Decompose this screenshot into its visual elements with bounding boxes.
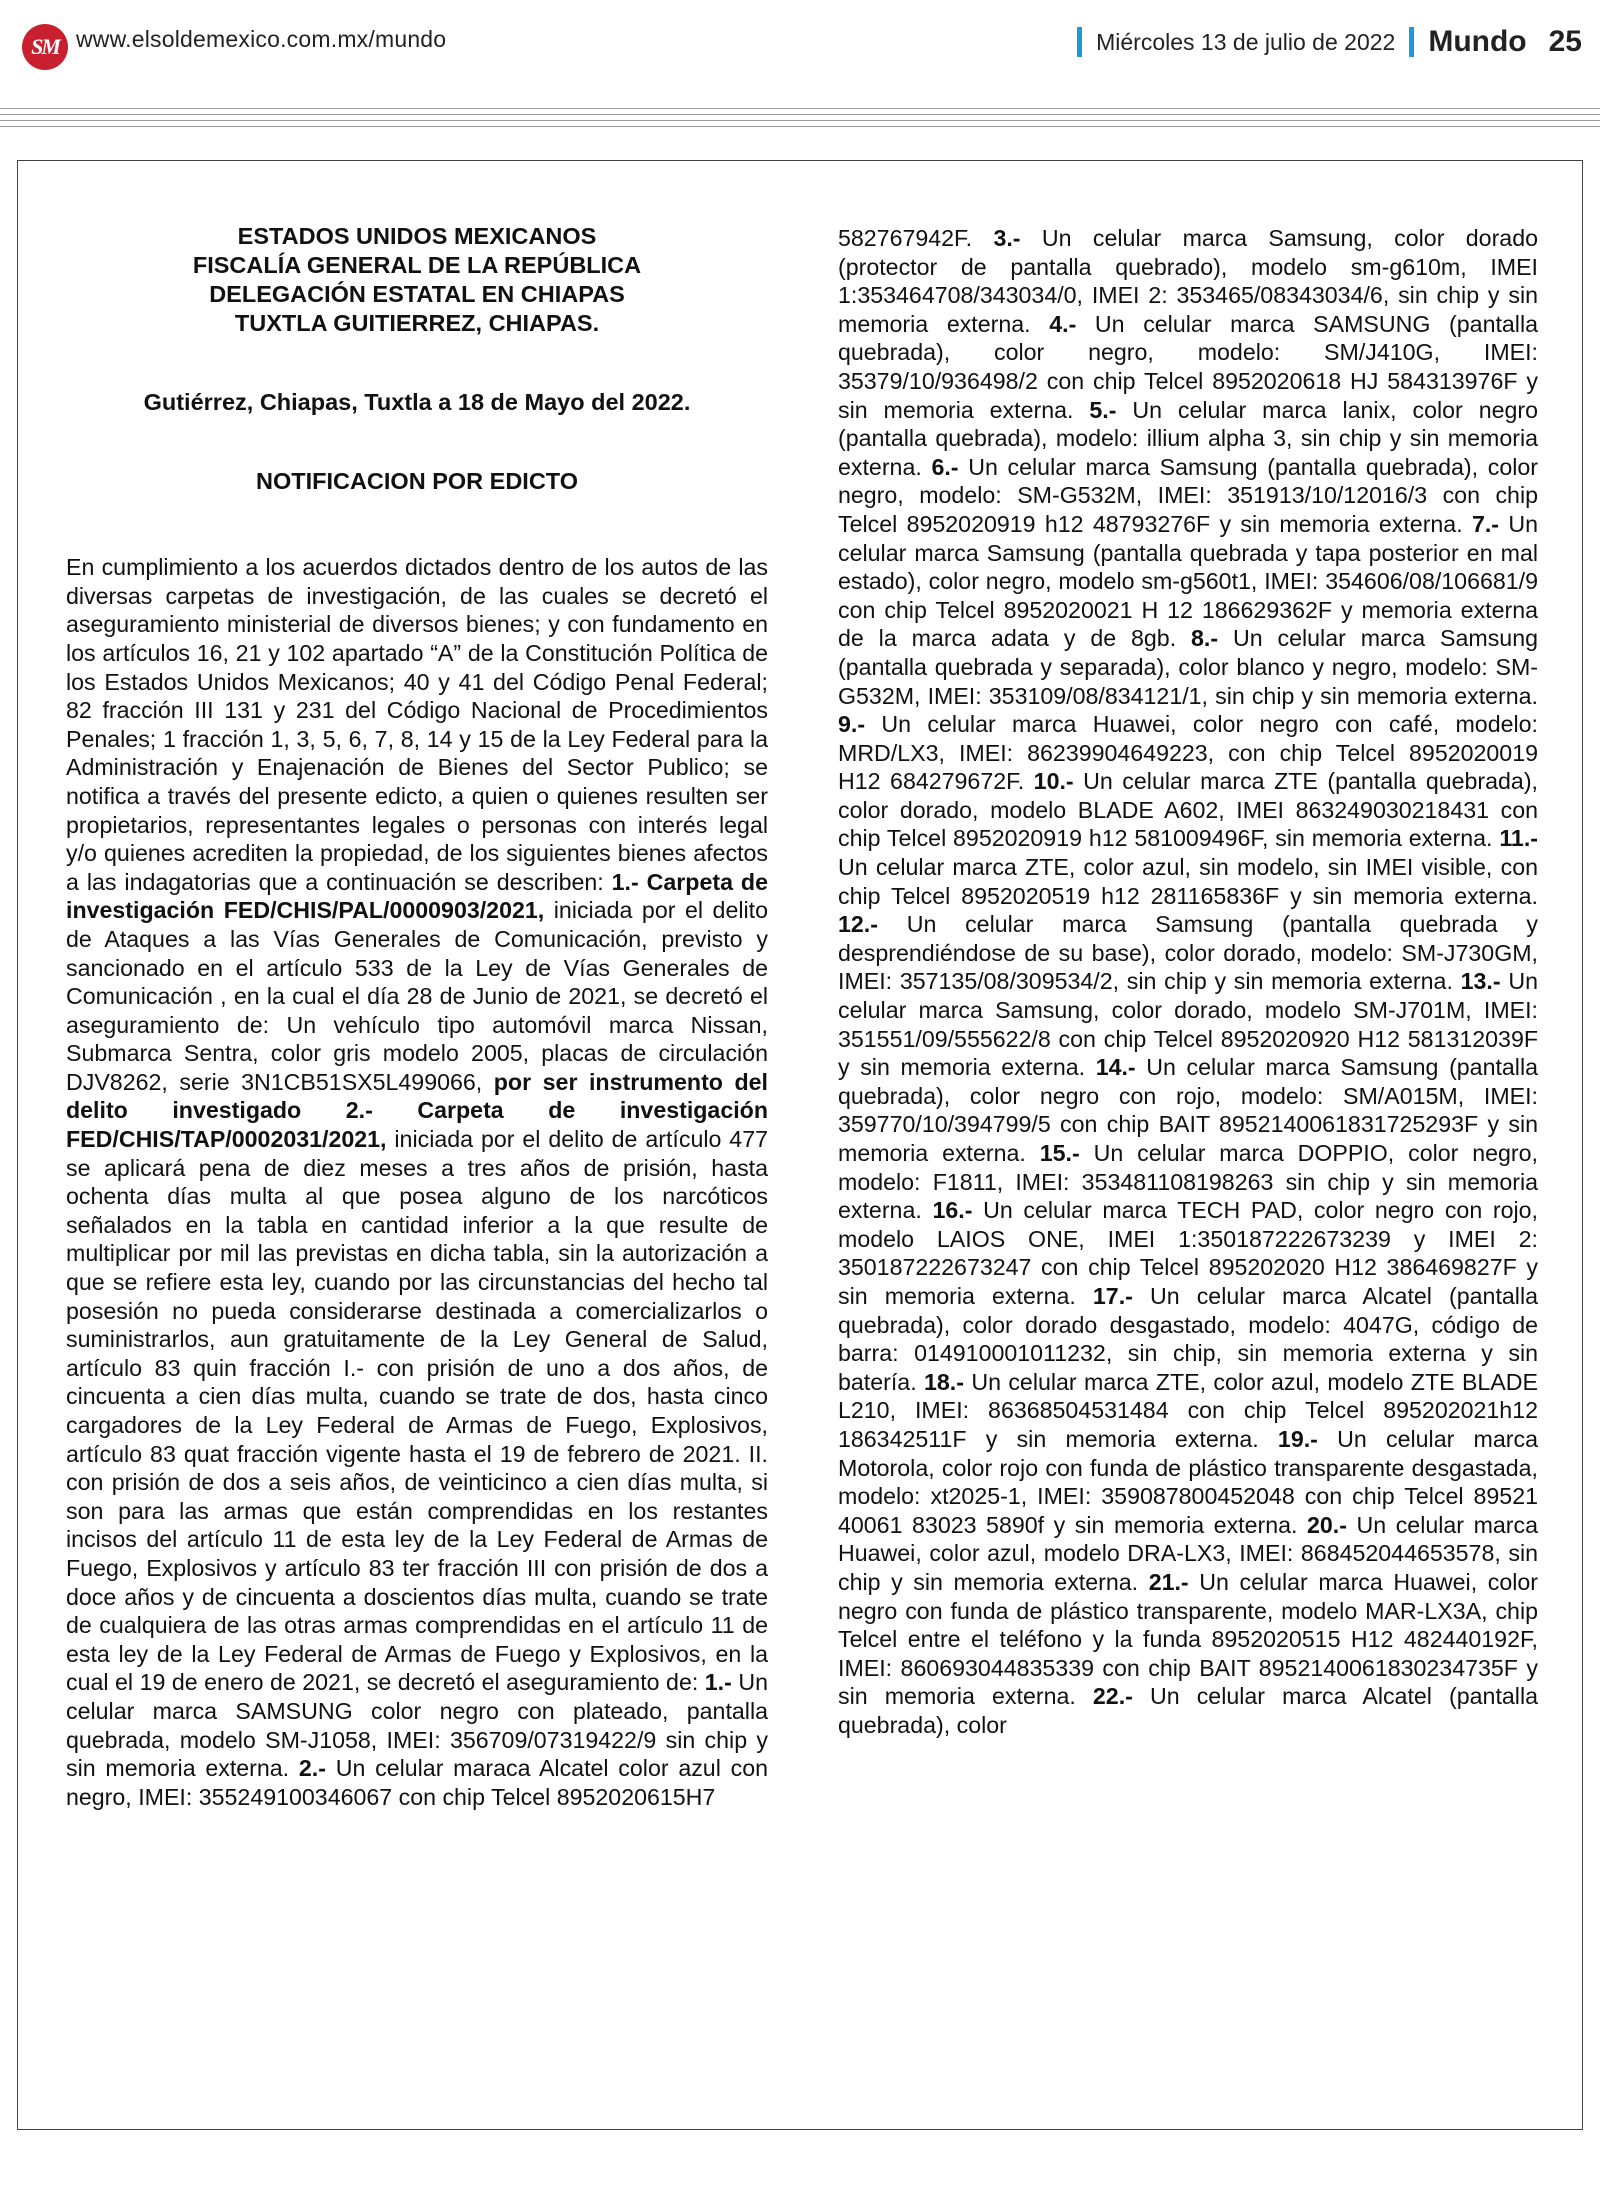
bold-segment: 5.- — [1089, 396, 1117, 423]
bold-segment: 12.- — [838, 911, 878, 938]
site-url[interactable]: www.elsoldemexico.com.mx/mundo — [76, 26, 447, 52]
left-column-body — [66, 553, 768, 1811]
masthead — [0, 0, 1600, 80]
heading-line: DELEGACIÓN ESTATAL EN CHIAPAS — [209, 281, 625, 307]
bold-segment: 7.- — [1471, 510, 1500, 537]
bold-segment: 19.- — [1277, 1425, 1318, 1452]
text-segment: Un celular marca TECH PAD, color negro con rojo, modelo LAIOS ONE, IMEI 1:350187222673239 y IMEI 2: 350187222673247 con chip Telcel 895202020 H12 386469827F y sin memoria externa. — [838, 1197, 1538, 1309]
bold-segment: 1.- — [704, 1669, 732, 1696]
bold-segment: 15.- — [1039, 1140, 1080, 1166]
bold-segment: 10.- — [1033, 768, 1074, 795]
text-segment: Un celular marca SAMSUNG (pantalla quebrada), color negro, modelo: SM/J410G, IMEI: 35379/10/936498/2 con chip Telcel 8952020618 HJ 584313976F y sin memoria externa. — [838, 310, 1538, 423]
text-segment: Un celular marca ZTE, color azul, modelo ZTE BLADE L210, IMEI: 86368504531484 con chip Telcel 895202021h12 186342511F y sin memoria externa. — [838, 1368, 1538, 1452]
text-segment: 582767942F. — [838, 225, 994, 251]
bold-segment: 1.- Carpeta de investigación FED/CHIS/PAL/0000903/2021, — [66, 868, 768, 924]
text-segment: Un celular marca Samsung, color dorado (protector de pantalla quebrado), modelo sm-g610m, IMEI 1:353464708/343034/0, IMEI 2: 353465/08343034/6, sin chip y sin memoria externa. — [838, 225, 1538, 337]
header-rules — [0, 108, 1600, 132]
text-segment: Un celular marca Samsung (pantalla quebrada y separada), color blanco y negro, modelo: SM-G532M, IMEI: 353109/08/834121/1, sin chip y sin memoria externa. — [838, 625, 1538, 709]
bold-segment: 13.- — [1460, 968, 1501, 995]
newspaper-logo[interactable]: SM — [22, 24, 68, 70]
text-segment: Un celular marca lanix, color negro (pantalla quebrada), modelo: illium alpha 3, sin chip y sin memoria externa. — [838, 396, 1538, 480]
text-segment: Un celular marca Samsung, color dorado, modelo SM-J701M, IMEI: 351551/09/555622/8 con chip Telcel 8952020920 H12 581312039F y sin memoria externa. — [838, 968, 1538, 1081]
text-segment: iniciada por el delito de artículo 477 se aplicará pena de diez meses a tres años de prisión, hasta ochenta días multa al que posea alguno de los narcóticos señalados en la tabla en cantidad inferior a la que resulte de multiplicar por mil las previstas en dicha tabla, sin la autorización a que se refiere esta ley, cuando por las circunstancias del hecho tal posesión no pueda considerarse destinada a comercializarlos o suministrarlos, aun gratuitamente de la Ley General de Salud, artículo 83 quin fracción I.- con prisión de uno a dos años, de cincuenta a cien días multa, cuando se trate de dos, hasta cinco cargadores de la Ley Federal de Armas de Fuego, Explosivos, artículo 83 quat fracción vigente hasta el 19 de febrero de 2021. II. con prisión de dos a seis años, de veinticinco a cien días multa, si son para las armas que están comprendidas en los restantes incisos del artículo 11 de esta ley de la Ley Federal de Armas de Fuego, Explosivos y artículo 83 ter fracción III con prisión de dos a doce años y de cincuenta a doscientos días multa, cuando se trate de cualquiera de las otras armas comprendidas en el artículo 11 de esta ley de la Ley Federal de Armas de Fuego y Explosivos, en la cual el 19 de enero de 2021, se decretó el aseguramiento de: — [66, 1126, 768, 1696]
bold-segment: 14.- — [1095, 1054, 1136, 1081]
notice-left-column — [66, 222, 768, 1811]
text-segment: Un celular maraca Alcatel color azul con negro, IMEI: 355249100346067 con chip Telcel 8952020615H7 — [66, 1755, 768, 1810]
page-number: 25 — [1548, 25, 1582, 58]
text-segment: Un celular marca Huawei, color negro con café, modelo: MRD/LX3, IMEI: 86239904649223, con chip Telcel 8952020019 H12 684279672F. — [838, 711, 1538, 795]
bold-segment: 4.- — [1049, 310, 1077, 337]
text-segment: Un celular marca DOPPIO, color negro, modelo: F1811, IMEI: 353481108198263 sin chip y sin memoria externa. — [838, 1140, 1538, 1224]
notice-title: NOTIFICACION POR EDICTO — [255, 467, 579, 494]
divider-bar — [1077, 27, 1082, 57]
text-segment: Un celular marca Samsung (pantalla quebrada y desprendiéndose de su base), color dorado, modelo: SM-J730GM, IMEI: 357135/08/309534/2, sin chip y sin memoria externa. — [838, 911, 1538, 995]
bold-segment: 3.- — [993, 225, 1021, 251]
text-segment: Un celular marca Motorola, color rojo con funda de plástico transparente desgastada, modelo: xt2025-1, IMEI: 359087800452048 con chip Telcel 89521 40061 83023 5890f y sin memoria externa. — [838, 1425, 1538, 1538]
text-segment: Un celular marca Alcatel (pantalla quebrada), color — [838, 1683, 1538, 1738]
text-segment: Un celular marca Samsung (pantalla quebrada), color negro con rojo, modelo: SM/A015M, IMEI: 359770/10/394799/5 con chip BAIT 8952140061831725293F y sin memoria externa. — [838, 1054, 1539, 1166]
place-date: Gutiérrez, Chiapas, Tuxtla a 18 de Mayo del 2022. — [143, 389, 691, 415]
text-segment: Un celular marca Samsung (pantalla quebrada), color negro, modelo: SM-G532M, IMEI: 351913/10/12016/3 con chip Telcel 8952020919 h12 48793276F y sin memoria externa. — [838, 453, 1538, 537]
text-segment: Un celular marca Samsung (pantalla quebrada y tapa posterior en mal estado), color negro, modelo sm-g560t1, IMEI: 354606/08/106681/9 con chip Telcel 8952020021 H 12 186629362F y memoria externa de la marca adata y de 8gb. — [838, 510, 1538, 652]
bold-segment: 9.- — [838, 711, 866, 738]
header-info — [1063, 20, 1582, 64]
notice-right-column — [838, 224, 1538, 1739]
bold-segment: 18.- — [924, 1368, 964, 1395]
text-segment: Un celular marca SAMSUNG color negro con plateado, pantalla quebrada, modelo SM-J1058, IMEI: 356709/07319422/9 sin chip y sin memoria externa. — [66, 1669, 768, 1782]
heading-line: FISCALÍA GENERAL DE LA REPÚBLICA — [192, 252, 642, 278]
bold-segment: 6.- — [931, 453, 959, 480]
bold-segment: por ser instrumento del delito investigado 2.- Carpeta de investigación FED/CHIS/TAP/0002031/2021, — [66, 1068, 768, 1153]
bold-segment: 20.- — [1307, 1511, 1347, 1538]
bold-segment: 21.- — [1148, 1568, 1189, 1595]
section-name: Mundo — [1428, 25, 1527, 58]
divider-bar — [1409, 27, 1414, 57]
right-column-body — [838, 224, 1538, 1739]
bold-segment: 22.- — [1092, 1683, 1133, 1710]
bold-segment: 11.- — [1499, 825, 1538, 852]
heading-line: ESTADOS UNIDOS MEXICANOS — [237, 223, 597, 249]
bold-segment: 8.- — [1191, 625, 1219, 652]
bold-segment: 17.- — [1092, 1282, 1133, 1309]
bold-segment: 2.- — [298, 1755, 326, 1782]
text-segment: Un celular marca Huawei, color azul, modelo DRA-LX3, IMEI: 868452044653578, sin chip y sin memoria externa. — [838, 1511, 1538, 1595]
bold-segment: 16.- — [932, 1197, 973, 1224]
text-segment: Un celular marca ZTE, color azul, sin modelo, sin IMEI visible, con chip Telcel 8952020519 h12 281165836F y sin memoria externa. — [838, 854, 1538, 909]
heading-line: TUXTLA GUITIERREZ, CHIAPAS. — [234, 310, 600, 336]
text-segment: iniciada por el delito de Ataques a las Vías Generales de Comunicación, previsto y sancionado en el artículo 533 de la Ley de Vías Generales de Comunicación , en la cual el día 28 de Junio de 2021, se decretó el aseguramiento de: Un vehículo tipo automóvil marca Nissan, Submarca Sentra, color gris modelo 2005, placas de circulación DJV8262, serie 3N1CB51SX5L499066, — [66, 897, 768, 1095]
text-segment: Un celular marca ZTE (pantalla quebrada), color dorado, modelo BLADE A602, IMEI 863249030218431 con chip Telcel 8952020919 h12 581009496F, sin memoria externa. — [838, 768, 1538, 852]
issue-date: Miércoles 13 de julio de 2022 — [1096, 28, 1396, 55]
text-segment: En cumplimiento a los acuerdos dictados dentro de los autos de las diversas carpetas de investigación, de las cuales se decretó el aseguramiento ministerial de diversos bienes; y con fundamento en los artículos 16, 21 y 102 apartado “A” de la Constitución Política de los Estados Unidos Mexicanos; 40 y 41 del Código Penal Federal; 82 fracción III 131 y 231 del Código Nacional de Procedimientos Penales; 1 fracción 1, 3, 5, 6, 7, 8, 14 y 15 de la Ley Federal para la Administración y Enajenación de Bienes del Sector Publico; se notifica a través del presente edicto, a quien o quienes resulten ser propietarios, representantes legales o personas con interés legal y/o quienes acrediten la propiedad, de los siguientes bienes afectos a las indagatorias que a continuación se describen: — [66, 554, 768, 895]
notice-heading — [66, 222, 768, 338]
text-segment: Un celular marca Huawei, color negro con funda de plástico transparente, modelo MAR-LX3A, chip Telcel entre el teléfono y la funda 8952020515 H12 482440192F, IMEI: 860693044835339 con chip BAIT 8952140061830234735F y sin memoria externa. — [838, 1568, 1538, 1710]
text-segment: Un celular marca Alcatel (pantalla quebrada), color dorado desgastado, modelo: 4047G, código de barra: 014910001011232, sin chip, sin memoria externa y sin batería. — [838, 1282, 1538, 1395]
